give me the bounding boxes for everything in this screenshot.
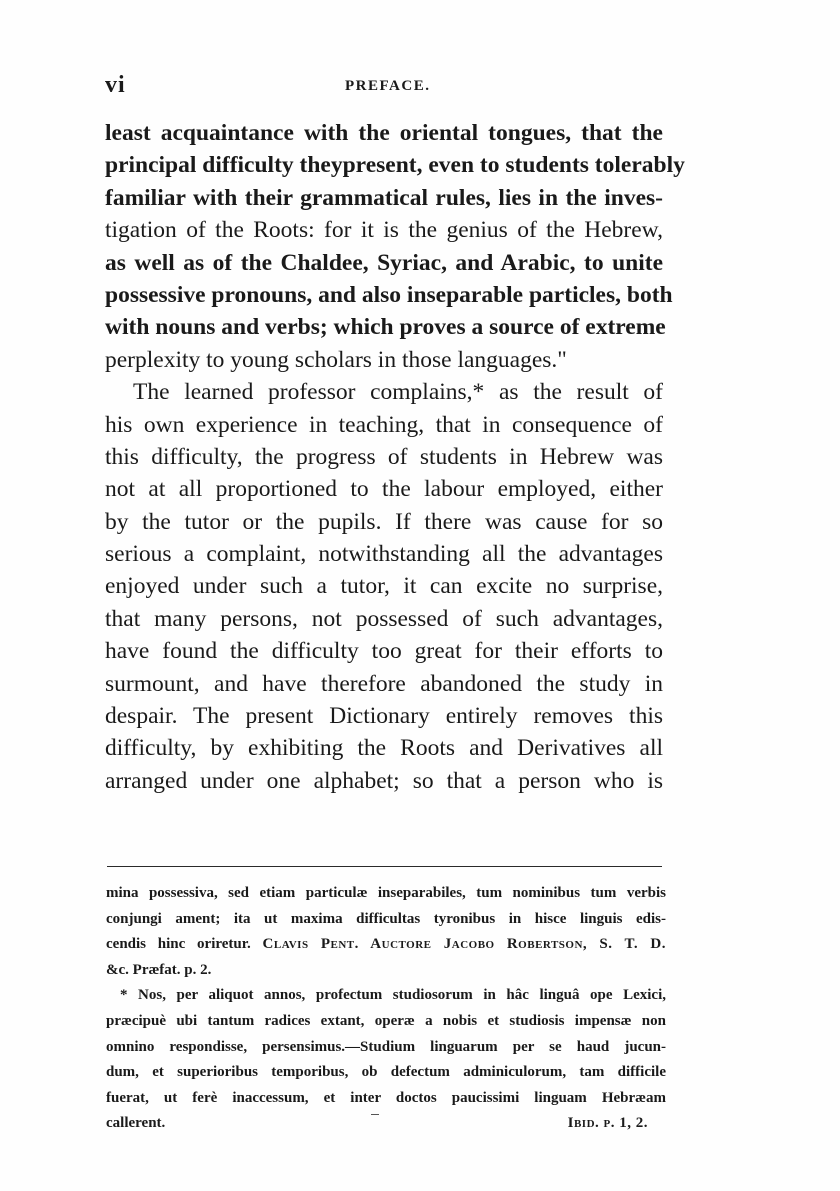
text-line: enjoyed under such a tutor, it can excite no surprise, (105, 573, 663, 600)
citation-source: Clavis Pent. Auctore Jacobo Robertson, S. T. D. (262, 936, 666, 953)
text-line: not at all proportioned to the labour employed, either (105, 476, 663, 503)
text-line: The learned professor complains,* as the result of (133, 379, 663, 406)
footnote-line: dum, et superioribus temporibus, ob defectum adminiculorum, tam difficile (106, 1064, 666, 1081)
printer-mark (371, 1114, 379, 1115)
text-line: difficulty, by exhibiting the Roots and Derivatives all (105, 735, 663, 762)
text-line: possessive pronouns, and also inseparable particles, both (105, 281, 673, 308)
main-text (105, 117, 685, 797)
text-line: principal difficulty theypresent, even to students tolerably (105, 152, 685, 179)
text-line: arranged under one alphabet; so that a person who is (105, 767, 663, 794)
footnote-line: &c. Præfat. p. 2. (106, 961, 212, 978)
ibid-citation: Ibid. p. 1, 2. (567, 1115, 648, 1132)
page-header (105, 72, 663, 102)
footnote-line: præcipuè ubi tantum radices extant, operæ a nobis et studiosis impensæ non (106, 1012, 666, 1029)
footnote-line: * Nos, per aliquot annos, profectum studiosorum in hâc linguâ ope Lexici, (120, 987, 666, 1004)
footnote-line: omnino respondisse, persensimus.—Studium linguarum per se haud jucun- (106, 1038, 666, 1055)
footnote-line: mina possessiva, sed etiam particulæ inseparabiles, tum nominibus tum verbis (106, 885, 666, 901)
footnote-line-citation (106, 932, 666, 958)
page-number: vi (105, 72, 126, 98)
text-line: by the tutor or the pupils. If there was cause for so (105, 508, 663, 535)
footnotes (106, 881, 666, 1137)
footnote-text: callerent. (106, 1115, 166, 1132)
footnote-line: fuerat, ut ferè inaccessum, et inter doctos paucissimi linguam Hebræam (106, 1089, 666, 1106)
running-head: PREFACE. (345, 78, 431, 94)
text-line: familiar with their grammatical rules, lies in the inves- (105, 184, 663, 211)
text-line: serious a complaint, notwithstanding all the advantages (105, 541, 663, 568)
text-line: surmount, and have therefore abandoned the study in (105, 670, 663, 697)
footnote-last-line (106, 1111, 666, 1137)
text-line: least acquaintance with the oriental tongues, that the (105, 120, 663, 146)
text-line: perplexity to young scholars in those languages." (105, 346, 567, 373)
text-line: that many persons, not possessed of such advantages, (105, 605, 663, 632)
footnote-text: cendis hinc oriretur. (106, 936, 251, 953)
text-line: despair. The present Dictionary entirely removes this (105, 703, 663, 730)
text-line: tigation of the Roots: for it is the genius of the Hebrew, (105, 217, 663, 244)
text-line: have found the difficulty too great for their efforts to (105, 638, 663, 665)
text-line: with nouns and verbs; which proves a source of extreme (105, 314, 666, 341)
footnote-rule (107, 866, 662, 867)
text-line: his own experience in teaching, that in consequence of (105, 411, 663, 438)
footnote-line: conjungi ament; ita ut maxima difficultas tyronibus in hisce linguis edis- (106, 910, 666, 927)
text-line: as well as of the Chaldee, Syriac, and Arabic, to unite (105, 249, 663, 276)
text-line: this difficulty, the progress of students in Hebrew was (105, 443, 663, 470)
